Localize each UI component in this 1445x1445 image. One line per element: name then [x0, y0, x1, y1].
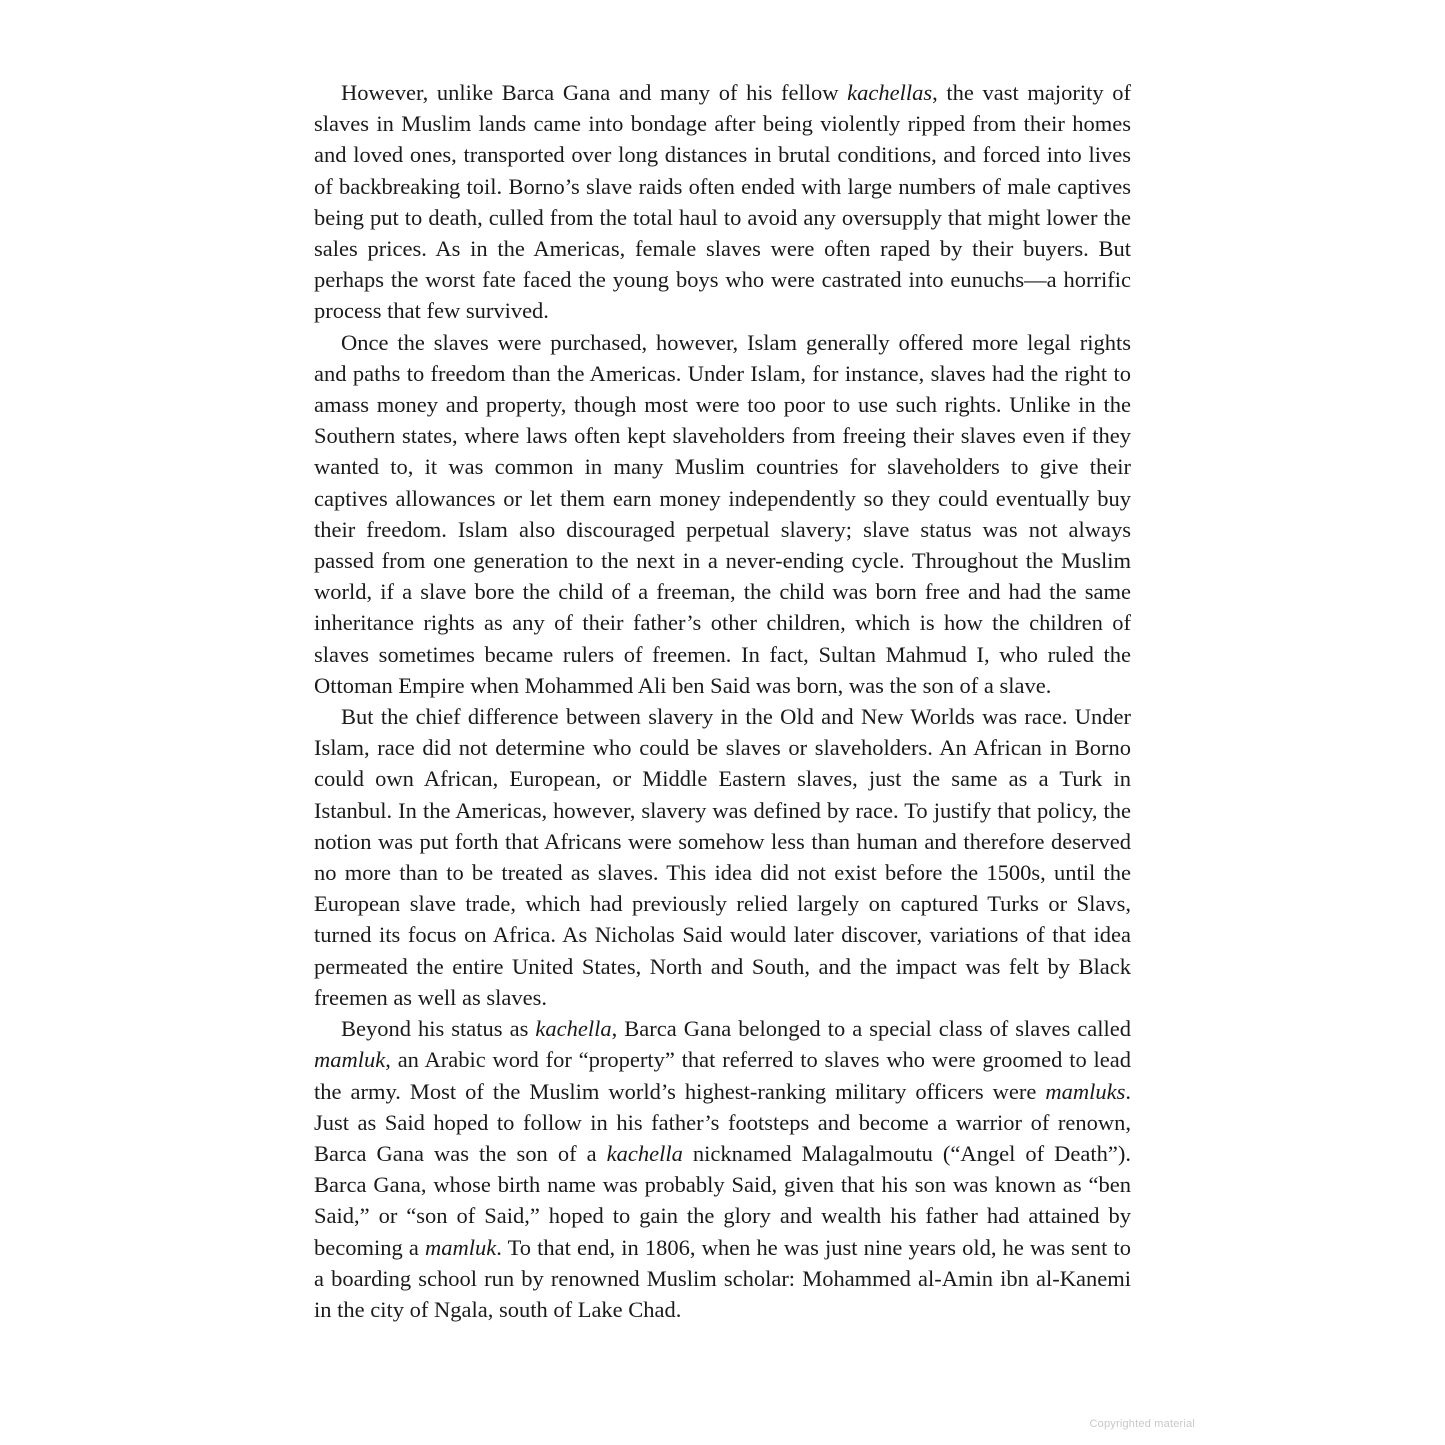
- text-run: , Barca Gana belonged to a special class of slaves called: [611, 1016, 1131, 1042]
- body-paragraph: [314, 77, 1131, 327]
- italic-term: kachella: [606, 1140, 683, 1166]
- text-run: Beyond his status as: [341, 1016, 536, 1042]
- text-run: , the vast majority of slaves in Muslim lands came into bondage after being violently ripped from their homes and loved ones, transported over long distances in brutal conditions, and forced into lives of backbreaking toil. Borno’s slave raids often ended with large numbers of male captives being put to death, culled from the total haul to avoid any oversupply that might lower the sales prices. As in the Americas, female slaves were often raped by their buyers. But perhaps the worst fate faced the young boys who were castrated into eunuchs—a horrific process that few survived.: [314, 80, 1131, 324]
- body-paragraph: [314, 1013, 1131, 1325]
- body-paragraph: [314, 701, 1131, 1013]
- italic-term: mamluks: [1045, 1078, 1126, 1104]
- italic-term: kachella: [535, 1016, 612, 1042]
- italic-term: mamluk: [314, 1047, 386, 1073]
- text-run: However, unlike Barca Gana and many of his fellow: [341, 80, 848, 105]
- italic-term: kachellas: [847, 80, 933, 105]
- text-run: But the chief difference between slavery in the Old and New Worlds was race. Under Islam, race did not determine who could be slaves or slaveholders. An African in Borno could own African, European, or Middle Eastern slaves, just the same as a Turk in Istanbul. In the Americas, however, slavery was defined by race. To justify that policy, the notion was put forth that Africans were somehow less than human and therefore deserved no more than to be treated as slaves. This idea did not exist before the 1500s, until the European slave trade, which had previously relied largely on captured Turks or Slavs, turned its focus on Africa. As Nicholas Said would later discover, variations of that idea permeated the entire United States, North and South, and the impact was felt by Black freemen as well as slaves.: [314, 704, 1131, 1010]
- text-run: nicknamed Malagalmoutu (“Angel of Death”). Barca Gana, whose birth name was probably Said, given that his son was known as “ben Said,” or “son of Said,” hoped to gain the glory and wealth his father had attained by becoming a: [314, 1140, 1131, 1260]
- text-run: . Just as Said hoped to follow in his father’s footsteps and become a warrior of renown, Barca Gana was the son of a: [314, 1078, 1131, 1166]
- text-run: . To that end, in 1806, when he was just nine years old, he was sent to a boarding school run by renowned Muslim scholar: Mohammed al-Amin ibn al-Kanemi in the city of Ngala, south of Lake Chad.: [314, 1234, 1131, 1322]
- book-page-text: [314, 77, 1131, 1325]
- text-run: , an Arabic word for “property” that referred to slaves who were groomed to lead the army. Most of the Muslim world’s highest-ranking military officers were: [314, 1047, 1131, 1104]
- body-paragraph: [314, 327, 1131, 701]
- italic-term: mamluk: [424, 1234, 497, 1260]
- copyright-watermark: Copyrighted material: [1089, 1418, 1195, 1430]
- text-run: Once the slaves were purchased, however, Islam generally offered more legal rights and paths to freedom than the Americas. Under Islam, for instance, slaves had the right to amass money and property, though most were too poor to use such rights. Unlike in the Southern states, where laws often kept slaveholders from freeing their slaves even if they wanted to, it was common in many Muslim countries for slaveholders to give their captives allowances or let them earn money independently so they could eventually buy their freedom. Islam also discouraged perpetual slavery; slave status was not always passed from one generation to the next in a never-ending cycle. Throughout the Muslim world, if a slave bore the child of a freeman, the child was born free and had the same inheritance rights as any of their father’s other children, which is how the children of slaves sometimes became rulers of freemen. In fact, Sultan Mahmud I, who ruled the Ottoman Empire when Mohammed Ali ben Said was born, was the son of a slave.: [314, 329, 1131, 698]
